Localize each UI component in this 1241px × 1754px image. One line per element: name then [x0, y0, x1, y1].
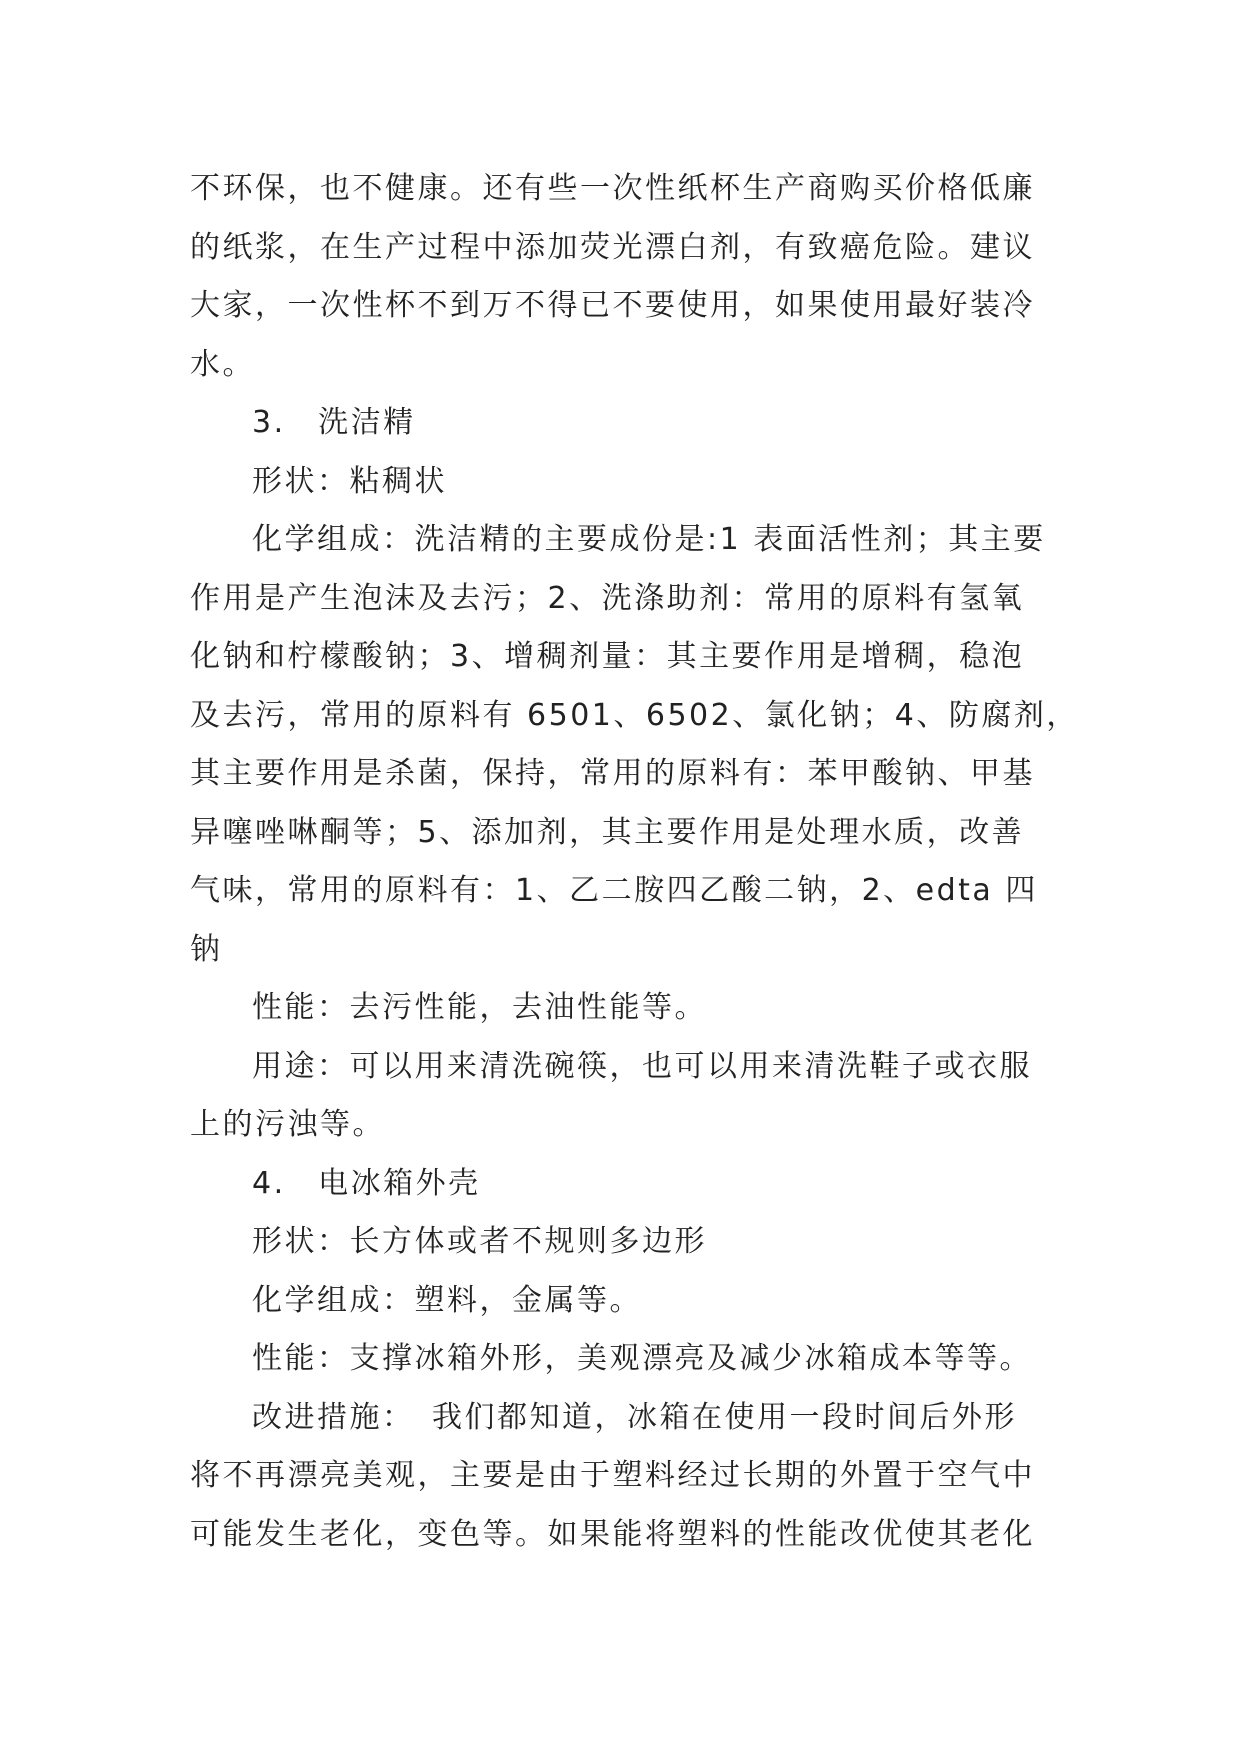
text-line: 作用是产生泡沫及去污；2、洗涤助剂：常用的原料有氢氧 — [190, 580, 1025, 616]
text-line: 的纸浆，在生产过程中添加荧光漂白剂，有致癌危险。建议 — [190, 229, 1035, 265]
text-line: 改进措施： 我们都知道，冰箱在使用一段时间后外形 — [252, 1399, 1017, 1435]
text-line: 化钠和柠檬酸钠；3、增稠剂量：其主要作用是增稠，稳泡 — [190, 639, 1025, 674]
text-line: 形状：长方体或者不规则多边形 — [252, 1224, 707, 1259]
text-line: 上的污浊等。 — [190, 1107, 385, 1142]
text-line: 气味，常用的原料有：1、乙二胺四乙酸二钠，2、edta 四 — [190, 873, 1038, 908]
body-text — [190, 160, 1079, 1564]
text-line: 用途：可以用来清洗碗筷，也可以用来清洗鞋子或衣服 — [252, 1048, 1032, 1084]
text-line: 不环保，也不健康。还有些一次性纸杯生产商购买价格低廉 — [190, 171, 1035, 206]
text-line: 化学组成：塑料，金属等。 — [252, 1282, 642, 1318]
section-heading: 3. 洗洁精 — [252, 405, 416, 440]
text-line: 形状：粘稠状 — [252, 463, 447, 499]
text-line: 化学组成：洗洁精的主要成份是:1 表面活性剂；其主要 — [252, 522, 1046, 557]
text-line: 将不再漂亮美观，主要是由于塑料经过长期的外置于空气中 — [190, 1458, 1035, 1493]
text-line: 及去污，常用的原料有 6501、6502、氯化钠；4、防腐剂， — [190, 697, 1079, 733]
text-line: 钠 — [190, 931, 223, 967]
text-line: 大家，一次性杯不到万不得已不要使用，如果使用最好装冷 — [190, 288, 1035, 323]
text-line: 性能：去污性能，去油性能等。 — [252, 990, 707, 1025]
section-heading: 4. 电冰箱外壳 — [252, 1165, 481, 1201]
text-line: 水。 — [190, 346, 255, 382]
text-line: 性能：支撑冰箱外形，美观漂亮及减少冰箱成本等等。 — [252, 1341, 1032, 1376]
text-line: 其主要作用是杀菌，保持，常用的原料有：苯甲酸钠、甲基 — [190, 756, 1035, 791]
text-line: 可能发生老化，变色等。如果能将塑料的性能改优使其老化 — [190, 1516, 1035, 1552]
text-line: 异噻唑啉酮等；5、添加剂，其主要作用是处理水质，改善 — [190, 814, 1025, 850]
